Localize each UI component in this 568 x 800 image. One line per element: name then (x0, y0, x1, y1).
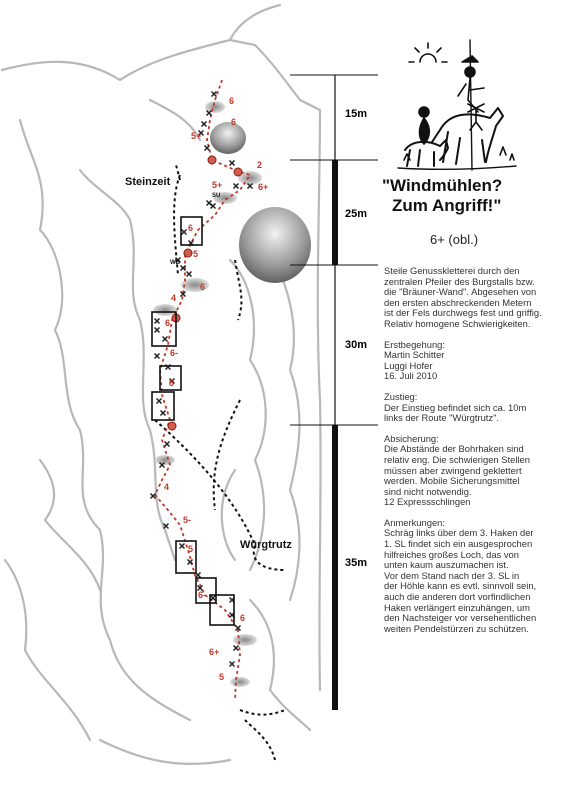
first-ascent-line: 16. Juli 2010 (384, 370, 438, 382)
notes-line: den Nachsteiger vor versehentlichen (384, 612, 537, 624)
notes-line: unten kaum auszumachen ist. (384, 559, 509, 571)
bolt-icon (163, 337, 168, 342)
access-block (384, 392, 564, 424)
don-quixote-sketch (398, 40, 516, 170)
route-grade-label: 5+ (212, 180, 223, 190)
route-grade-label: 6 (165, 318, 171, 328)
protection-line: 12 Expressschlingen (384, 496, 471, 508)
description-line: den ersten abschreckenden Metern (384, 296, 532, 308)
protection-line: werden. Mobile Sicherungsmittel (384, 475, 520, 487)
access-line: Der Einstieg befindet sich ca. 10m (384, 401, 527, 413)
info-text (384, 266, 564, 644)
route-title (382, 176, 552, 216)
route-grade-label: 5 (219, 672, 225, 682)
route-grade-label: 5 (169, 378, 175, 388)
notes-line: Anmerkungen: (384, 516, 445, 528)
description-line: zentralen Pfeiler des Burgstalls bzw. (384, 275, 535, 287)
route-grade-label: 4 (164, 482, 170, 492)
bolt-icon (211, 596, 216, 601)
route-grade-label: 5 (188, 544, 194, 554)
notes-line: der Höhle kann es evtl. sinnvoll sein, (384, 580, 537, 592)
bolt-icon (180, 544, 185, 549)
bolt-icon (182, 230, 187, 235)
scale-35m: 35m (345, 557, 368, 569)
scale-15m: 15m (345, 108, 368, 120)
bolt-icon (234, 646, 239, 651)
route-grade-label: 5+ (191, 131, 202, 141)
belay-tag-wb: WB (170, 260, 180, 266)
first-ascent-block (384, 340, 564, 382)
notes-block (384, 518, 564, 635)
bolt-icon (202, 122, 207, 127)
scale-25m: 25m (345, 208, 368, 220)
route-grade-label: 6 (188, 223, 194, 233)
first-ascent-line: Erstbegehung: (384, 338, 445, 350)
route-grade-label: 5 (193, 249, 199, 259)
bolt-icon (230, 662, 235, 667)
route-grade-label: 6 (240, 613, 246, 623)
bolt-icon (161, 411, 166, 416)
bolt-icon (205, 146, 210, 151)
title-line-1: "Windmühlen? (382, 176, 503, 195)
bolt-icon (212, 92, 217, 97)
notes-line: Haken verlängert einzuhängen, um (384, 601, 530, 613)
route-grade-label: 6+ (258, 182, 269, 192)
route-grade-label: 5- (183, 515, 192, 525)
first-ascent-line: Martin Schitter (384, 349, 445, 361)
bolt-icon (155, 319, 160, 324)
scale-30m: 30m (345, 339, 368, 351)
protection-line: Die Abstände der Bohrhaken sind (384, 443, 524, 455)
notes-line: hilfreiches großes Loch, das von (384, 548, 519, 560)
notes-line: weiten Pendelstürzen zu schützen. (384, 622, 529, 634)
bolt-icon (207, 201, 212, 206)
bolt-icon (157, 399, 162, 404)
small-cave (210, 122, 246, 154)
access-line: Zustieg: (384, 390, 418, 402)
route-grade-label: 2 (257, 160, 263, 170)
protection-line: Absicherung: (384, 432, 439, 444)
bolt-icon (165, 442, 170, 447)
description-line: ist der Fels durchwegs fest und griffig. (384, 307, 542, 319)
description-block (384, 266, 564, 330)
route-grade-label: 6 (231, 117, 237, 127)
first-ascent-line: Luggi Hofer (384, 359, 433, 371)
belay-tag-su: SU (212, 193, 221, 199)
route-grade-label: 6 (229, 96, 235, 106)
notes-line: auch die anderen dort vorfindlichen (384, 591, 531, 603)
notes-line: Schräg links über dem 3. Haken der (384, 527, 534, 539)
bolt-icon (230, 161, 235, 166)
route-grade-label: 4 (171, 293, 177, 303)
label-steinzeit: Steinzeit (125, 176, 171, 188)
title-line-2: Zum Angriff!" (392, 196, 502, 215)
route-grade-label: 6- (170, 348, 179, 358)
bolt-icon (187, 272, 192, 277)
protection-block (384, 434, 564, 508)
route-grade-label: 6+ (209, 647, 220, 657)
scale-bar (290, 75, 378, 710)
protection-line: sind nicht notwendig. (384, 485, 472, 497)
bolt-icon (234, 184, 239, 189)
protection-line: relativ eng. Die schwierigen Stellen (384, 453, 530, 465)
notes-line: Vor dem Stand nach der 3. SL in (384, 569, 520, 581)
description-line: die "Bräuner-Wand". Abgesehen von (384, 286, 537, 298)
big-cave (239, 207, 311, 283)
description-line: Relativ homogene Schwierigkeiten. (384, 317, 531, 329)
route-grade-label: 6 (200, 282, 206, 292)
label-wurgtrutz: Würgtrutz (240, 539, 292, 551)
route-grade-label: 6- (198, 590, 207, 600)
bolt-icon (155, 328, 160, 333)
description-line: Steile Genusskletterei durch den (384, 265, 520, 276)
protection-line: müssen aber zwingend geklettert (384, 464, 522, 476)
access-line: links der Route "Würgtrutz". (384, 412, 500, 424)
route-grade: 6+ (obl.) (430, 232, 479, 247)
notes-line: 1. SL findet sich ein ausgesprochen (384, 538, 533, 550)
bolt-icon (155, 354, 160, 359)
